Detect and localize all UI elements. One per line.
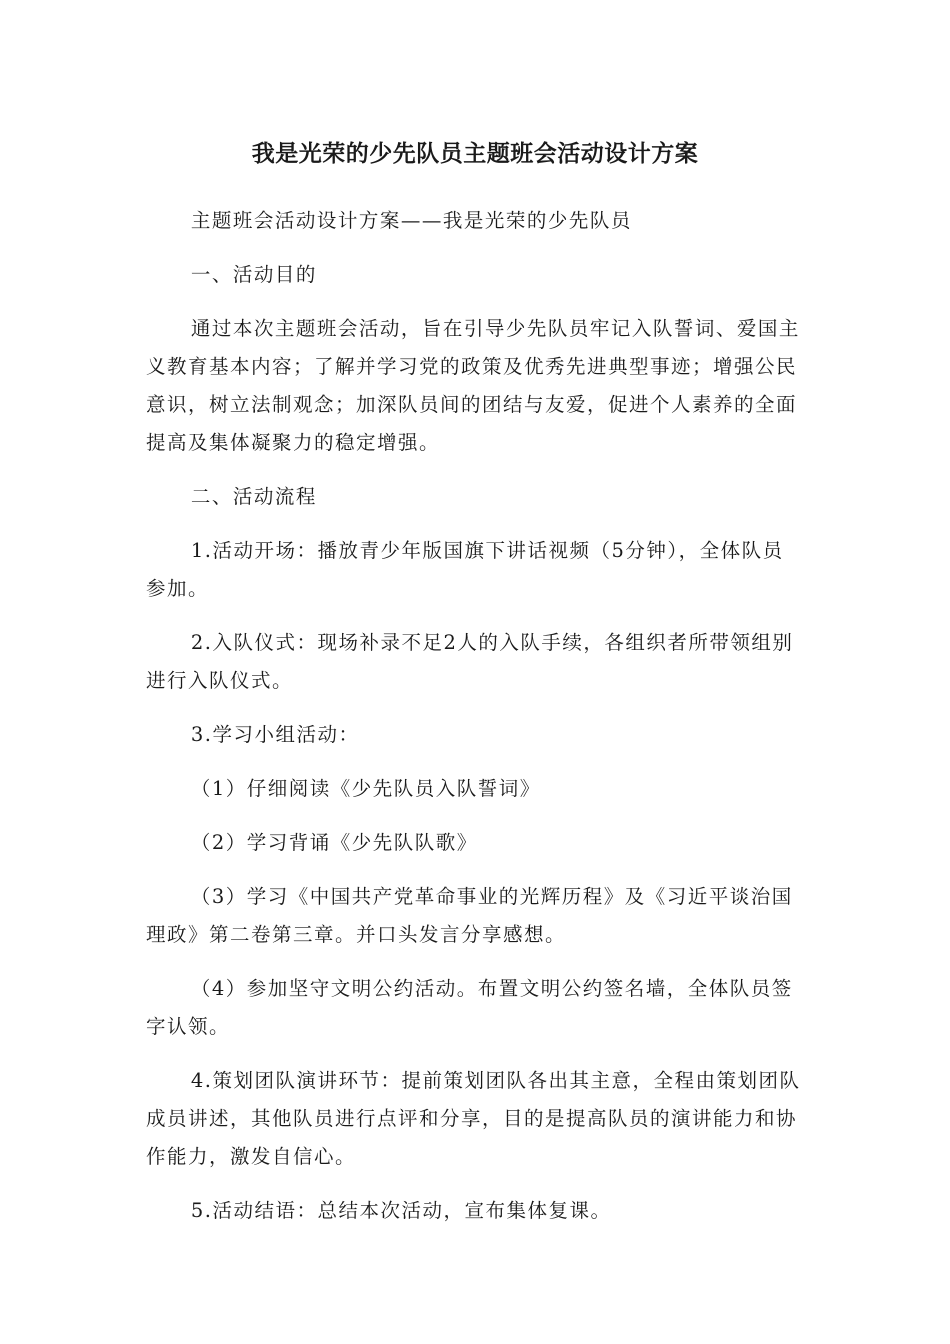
- study-item-2: （2）学习背诵《少先队队歌》: [190, 831, 478, 854]
- section-heading-purpose: 一、活动目的: [190, 263, 317, 286]
- section-heading-process: 二、活动流程: [190, 485, 317, 508]
- process-step-4: 4.策划团队演讲环节：提前策划团队各出其主意，全程由策划团队成员讲述，其他队员进行点评和分享，目的是提高队员的演讲能力和协作能力，激发自信心。: [146, 1069, 801, 1168]
- purpose-paragraph: 通过本次主题班会活动，旨在引导少先队员牢记入队誓词、爱国主义教育基本内容；了解并学习党的政策及优秀先进典型事迹；增强公民意识，树立法制观念；加深队员间的团结与友爱，促进个人素养的全面提高及集体凝聚力的稳定增强。: [146, 317, 800, 454]
- process-step-5: 5.活动结语：总结本次活动，宣布集体复课。: [190, 1199, 612, 1222]
- process-step-2: 2.入队仪式：现场补录不足2人的入队手续，各组织者所带领组别进行入队仪式。: [146, 631, 794, 692]
- subtitle-paragraph: 主题班会活动设计方案——我是光荣的少先队员: [190, 209, 632, 232]
- process-step-3: 3.学习小组活动：: [190, 723, 360, 746]
- process-step-1: 1.活动开场：播放青少年版国旗下讲话视频（5分钟），全体队员参加。: [146, 539, 784, 600]
- document-body: [146, 202, 802, 1246]
- document-title: 我是光荣的少先队员主题班会活动设计方案: [251, 141, 699, 167]
- study-item-4: （4）参加坚守文明公约活动。布置文明公约签名墙，全体队员签字认领。: [146, 977, 793, 1038]
- study-item-3: （3）学习《中国共产党革命事业的光辉历程》及《习近平谈治国理政》第二卷第三章。并口头发言分享感想。: [146, 885, 793, 946]
- study-item-1: （1）仔细阅读《少先队员入队誓词》: [190, 777, 541, 800]
